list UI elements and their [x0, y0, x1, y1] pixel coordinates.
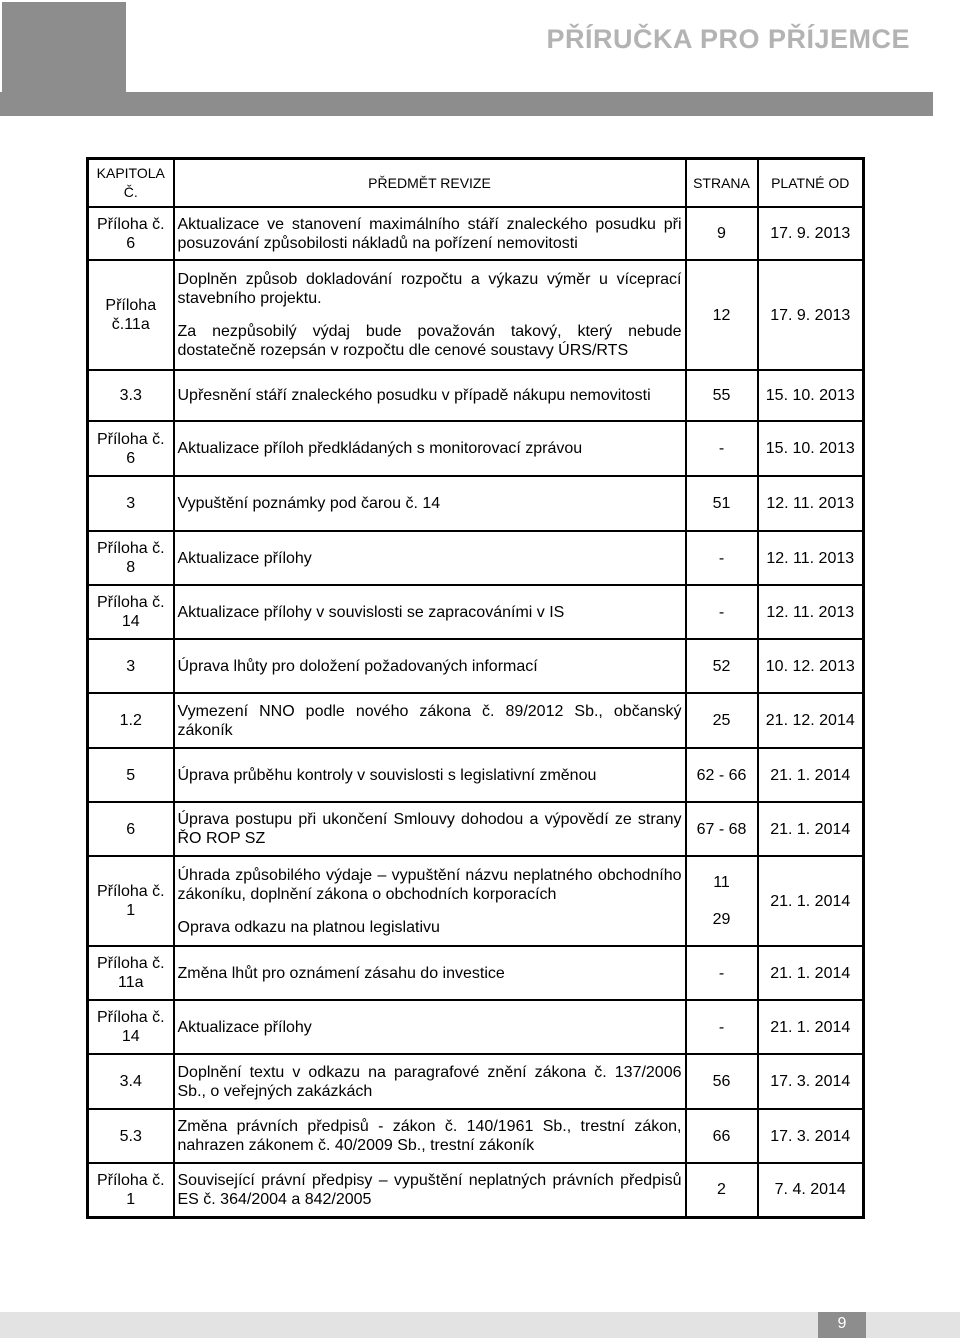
cell-strana: 52 [686, 639, 758, 693]
cell-strana: 51 [686, 476, 758, 531]
cell-platne-od: 21. 1. 2014 [758, 802, 864, 856]
cell-platne-od: 15. 10. 2013 [758, 370, 864, 421]
table-row [88, 370, 864, 421]
cell-strana: - [686, 585, 758, 639]
cell-platne-od: 21. 1. 2014 [758, 856, 864, 946]
table-row [88, 585, 864, 639]
cell-platne-od: 21. 1. 2014 [758, 1000, 864, 1054]
cell-strana-line2: 29 [712, 911, 731, 928]
cell-predmet: Změna právních předpisů - zákon č. 140/1961 Sb., trestní zákon, nahrazen zákonem č. 40/2009 Sb., trestní zákoník [174, 1109, 686, 1163]
cell-kapitola: Příloha č.11a [88, 260, 174, 370]
cell-kapitola: Příloha č. 14 [88, 585, 174, 639]
cell-platne-od: 10. 12. 2013 [758, 639, 864, 693]
header-platne-od: PLATNÉ OD [758, 159, 864, 208]
table-row [88, 260, 864, 370]
cell-platne-od: 7. 4. 2014 [758, 1163, 864, 1217]
cell-predmet-line2: Oprava odkazu na platnou legislativu [177, 918, 440, 936]
cell-platne-od: 12. 11. 2013 [758, 476, 864, 531]
cell-strana: 62 - 66 [686, 748, 758, 802]
table-row [88, 531, 864, 585]
cell-predmet [174, 260, 686, 370]
table-row [88, 802, 864, 856]
header-bar [0, 92, 933, 116]
cell-predmet: Aktualizace přílohy v souvislosti se zapracováními v IS [174, 585, 686, 639]
cell-kapitola: 3 [88, 639, 174, 693]
header-predmet: PŘEDMĚT REVIZE [174, 159, 686, 208]
cell-platne-od: 17. 3. 2014 [758, 1109, 864, 1163]
cell-strana: 67 - 68 [686, 802, 758, 856]
table-row [88, 207, 864, 260]
header-kapitola: KAPITOLA Č. [88, 159, 174, 208]
cell-strana: - [686, 421, 758, 476]
cell-kapitola: Příloha č. 14 [88, 1000, 174, 1054]
cell-strana: - [686, 531, 758, 585]
cell-platne-od: 21. 1. 2014 [758, 946, 864, 1000]
cell-predmet: Aktualizace přílohy [174, 1000, 686, 1054]
cell-kapitola: Příloha č. 6 [88, 207, 174, 260]
cell-predmet: Aktualizace ve stanovení maximálního stáří znaleckého posudku při posuzování způsobilosti nákladů na pořízení nemovitosti [174, 207, 686, 260]
cell-predmet: Vypuštění poznámky pod čarou č. 14 [174, 476, 686, 531]
cell-predmet: Úprava průběhu kontroly v souvislosti s legislativní změnou [174, 748, 686, 802]
cell-platne-od: 12. 11. 2013 [758, 531, 864, 585]
header-strana: STRANA [686, 159, 758, 208]
revision-table [86, 157, 865, 1219]
cell-predmet: Úprava postupu při ukončení Smlouvy dohodou a výpovědí ze strany ŘO ROP SZ [174, 802, 686, 856]
cell-predmet: Doplnění textu v odkazu na paragrafové znění zákona č. 137/2006 Sb., o veřejných zakázkách [174, 1054, 686, 1109]
cell-platne-od: 21. 1. 2014 [758, 748, 864, 802]
footer-bar [0, 1312, 960, 1338]
cell-predmet: Související právní předpisy – vypuštění neplatných právních předpisů ES č. 364/2004 a 842/2005 [174, 1163, 686, 1217]
page-title: PŘÍRUČKA PRO PŘÍJEMCE [546, 24, 910, 54]
cell-predmet: Upřesnění stáří znaleckého posudku v případě nákupu nemovitosti [174, 370, 686, 421]
cell-strana: - [686, 1000, 758, 1054]
cell-strana [686, 856, 758, 946]
cell-kapitola: 5 [88, 748, 174, 802]
cell-strana: 55 [686, 370, 758, 421]
cell-predmet: Vymezení NNO podle nového zákona č. 89/2012 Sb., občanský zákoník [174, 693, 686, 748]
cell-kapitola: Příloha č. 6 [88, 421, 174, 476]
cell-predmet: Změna lhůt pro oznámení zásahu do investice [174, 946, 686, 1000]
cell-kapitola: 3.4 [88, 1054, 174, 1109]
cell-kapitola: 3 [88, 476, 174, 531]
cell-kapitola: Příloha č. 1 [88, 1163, 174, 1217]
table-header-row [88, 159, 864, 208]
cell-platne-od: 17. 3. 2014 [758, 1054, 864, 1109]
cell-platne-od: 12. 11. 2013 [758, 585, 864, 639]
cell-predmet: Aktualizace přílohy [174, 531, 686, 585]
cell-predmet-line1: Úhrada způsobilého výdaje – vypuštění názvu neplatného obchodního zákoníku, doplnění zákona o obchodních korporacích [177, 866, 682, 903]
cell-kapitola: 5.3 [88, 1109, 174, 1163]
cell-kapitola: Příloha č. 8 [88, 531, 174, 585]
cell-strana: 9 [686, 207, 758, 260]
cell-strana-line1: 11 [713, 874, 730, 891]
cell-strana: 66 [686, 1109, 758, 1163]
cell-predmet-line2: Za nezpůsobilý výdaj bude považován takový, který nebude dostatečně rozepsán v rozpočtu dle cenové soustavy ÚRS/RTS [177, 323, 682, 359]
table-row [88, 476, 864, 531]
cell-predmet: Úprava lhůty pro doložení požadovaných informací [174, 639, 686, 693]
table-row [88, 1109, 864, 1163]
cell-predmet: Aktualizace příloh předkládaných s monitorovací zprávou [174, 421, 686, 476]
cell-kapitola: Příloha č. 11a [88, 946, 174, 1000]
cell-strana: 25 [686, 693, 758, 748]
cell-strana: - [686, 946, 758, 1000]
page-number: 9 [837, 1315, 847, 1332]
table-row [88, 856, 864, 946]
cell-predmet [174, 856, 686, 946]
cell-strana: 12 [686, 260, 758, 370]
cell-predmet-line1: Doplněn způsob dokladování rozpočtu a výkazu výměr u víceprací stavebního projektu. [177, 271, 682, 307]
table-row [88, 421, 864, 476]
cell-kapitola: 6 [88, 802, 174, 856]
table-row [88, 693, 864, 748]
cell-platne-od: 17. 9. 2013 [758, 207, 864, 260]
cell-kapitola: Příloha č. 1 [88, 856, 174, 946]
table-row [88, 1054, 864, 1109]
cell-strana: 2 [686, 1163, 758, 1217]
cell-platne-od: 21. 12. 2014 [758, 693, 864, 748]
table-row [88, 1000, 864, 1054]
cell-kapitola: 3.3 [88, 370, 174, 421]
table-row [88, 1163, 864, 1217]
table-row [88, 748, 864, 802]
table-row [88, 639, 864, 693]
cell-platne-od: 17. 9. 2013 [758, 260, 864, 370]
cell-strana: 56 [686, 1054, 758, 1109]
cell-platne-od: 15. 10. 2013 [758, 421, 864, 476]
table-row [88, 946, 864, 1000]
cell-kapitola: 1.2 [88, 693, 174, 748]
